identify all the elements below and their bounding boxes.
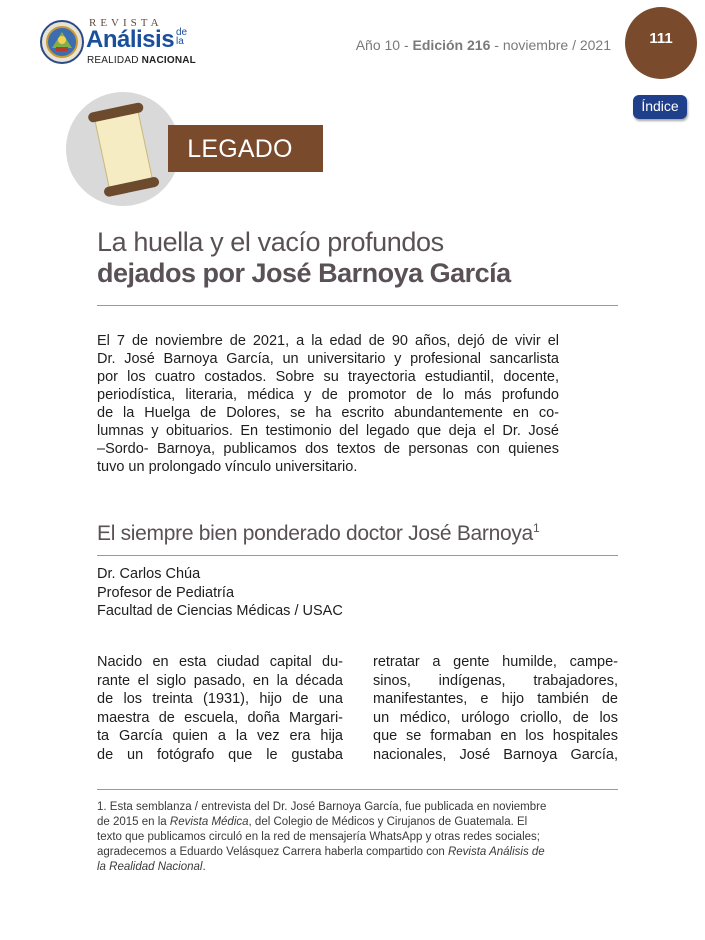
logo-revista-text: REVISTA xyxy=(89,17,163,29)
footnote-line: texto que publicamos circuló en la red de mensajería WhatsApp y otras redes sociales; xyxy=(97,831,540,843)
body-line: que se formaban en los hospitales xyxy=(373,728,618,744)
lead-line: de la Huelga de Dolores, se ha escrito abundantemente en co- xyxy=(97,405,559,421)
body-column-1 xyxy=(97,653,343,764)
footnote-line: la Realidad Nacional. xyxy=(97,861,206,873)
logo-analisis-text: Análisis xyxy=(86,26,175,53)
footnote xyxy=(97,800,618,875)
university-seal-icon xyxy=(40,20,84,64)
body-line: sinos, indígenas, trabajadores, xyxy=(373,672,618,689)
body-line: ta García quien a la vez era hija xyxy=(97,728,343,744)
body-line: nacionales, José Barnoya García, xyxy=(373,746,618,763)
publication-logo xyxy=(40,18,200,70)
article-title-line-2: dejados por José Barnoya García xyxy=(97,258,511,288)
article-title-line-1: La huella y el vacío profundos xyxy=(97,227,444,257)
subtitle-divider xyxy=(97,555,618,556)
article-subtitle: El siempre bien ponderado doctor José Barnoya$^1$ xyxy=(97,521,540,545)
issue-edition: Edición 216 xyxy=(412,37,491,53)
body-column-2 xyxy=(373,653,618,764)
footnote-divider xyxy=(97,789,618,790)
body-line: maestra de escuela, doña Margari- xyxy=(97,709,343,726)
page-number: 111 xyxy=(649,30,673,47)
body-line: Nacido en esta ciudad capital du- xyxy=(97,654,343,670)
lead-line: Dr. José Barnoya García, un universitario y profesional sancarlista xyxy=(97,351,559,367)
footnote-line: 1. Esta semblanza / entrevista del Dr. José Barnoya García, fue publicada en noviembre xyxy=(97,801,547,813)
footnote-reference[interactable]: 1 xyxy=(532,521,540,535)
author-role: Profesor de Pediatría xyxy=(97,584,235,601)
logo-de-la-text: de la xyxy=(176,27,188,47)
lead-line: El 7 de noviembre de 2021, a la edad de 90 años, dejó de vivir el xyxy=(97,333,559,349)
logo-realidad-nacional-text: REALIDAD NACIONAL xyxy=(87,55,196,66)
lead-line: periodística, literaria, médica y de promotor de lo más profundo xyxy=(97,387,559,403)
index-button[interactable]: Índice xyxy=(633,95,687,119)
body-line: de los treinta (1931), hijo de una xyxy=(97,691,343,707)
body-line: retratar a gente humilde, campe- xyxy=(373,654,618,670)
issue-info: Año 10 - Edición 216 - noviembre / 2021 xyxy=(355,37,611,53)
body-line: rante el siglo pasado, en la década xyxy=(97,672,343,689)
footnote-line: de 2015 en la Revista Médica, del Colegio de Médicos y Cirujanos de Guatemala. El xyxy=(97,816,528,828)
section-label: LEGADO xyxy=(187,135,293,163)
lead-line: –Sordo- Barnoya, publicamos dos textos de personas con quienes xyxy=(97,441,559,457)
author-name: Dr. Carlos Chúa xyxy=(97,566,201,582)
parchment-scroll-icon xyxy=(72,96,182,206)
author-affiliation: Facultad de Ciencias Médicas / USAC xyxy=(97,603,343,619)
lead-line: lumnas y obituarios. En testimonio del legado que deja el Dr. José xyxy=(97,423,559,439)
lead-paragraph xyxy=(97,332,559,476)
author-block xyxy=(97,565,343,621)
body-line: manifestantes, e hijo también de xyxy=(373,691,618,707)
footnote-line: agradecemos a Eduardo Velásquez Carrera haberla compartido con Revista Análisis de xyxy=(97,846,545,858)
body-line: de un fotógrafo que le gustaba xyxy=(97,746,343,763)
lead-line: tuvo un prolongado vínculo universitario. xyxy=(97,459,358,475)
body-line: un médico, urólogo criollo, de los xyxy=(373,709,618,726)
title-divider xyxy=(97,305,618,306)
lead-line: por los cuatro costados. Sobre su trayectoria estudiantil, docente, xyxy=(97,369,559,385)
issue-year: Año 10 xyxy=(355,37,401,53)
issue-date: noviembre / 2021 xyxy=(502,37,611,53)
